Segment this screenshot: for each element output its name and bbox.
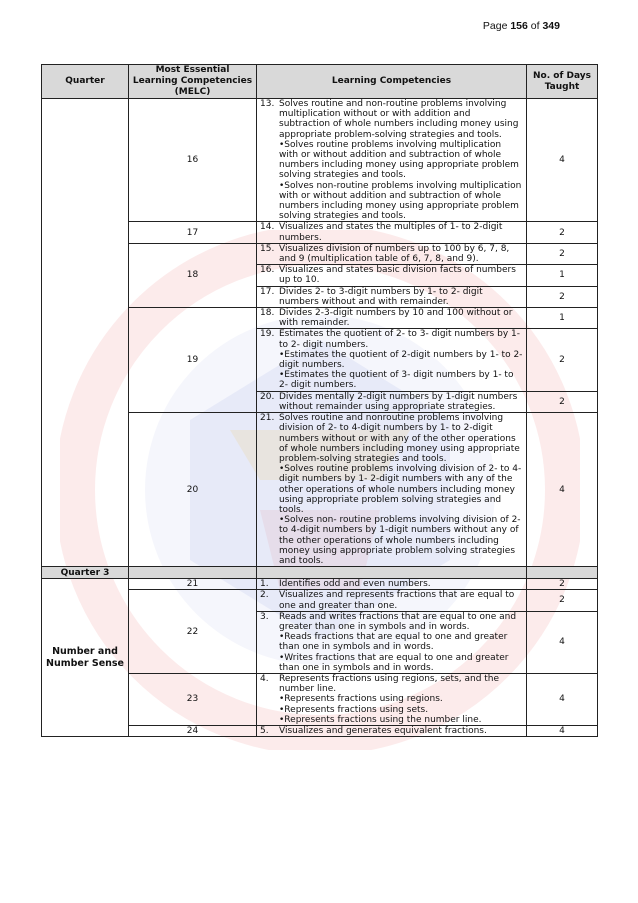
table-row (42, 99, 598, 222)
competency-bullet: •Reads fractions that are equal to one and greater than one in symbols and in words. (279, 632, 508, 653)
competency-cell (257, 590, 527, 611)
competency-cell (257, 579, 527, 590)
days-count: 2 (527, 243, 598, 264)
competency-cell (257, 222, 527, 243)
competency-text: Solves routine and non-routine problems involving multiplication without or with addition and subtraction of whole numbers including money using appropriate problem-solving strategies and tools. (279, 99, 519, 140)
melc-number: 19 (129, 308, 257, 413)
competency-text: Reads and writes fractions that are equal to one and greater than one in symbols and in words. (279, 611, 517, 632)
header-learning-competencies: Learning Competencies (257, 65, 527, 99)
header-melc: Most Essential Learning Competencies (MELC) (129, 65, 257, 99)
quarter-label: Quarter 3 (42, 567, 129, 579)
competency-text: Identifies odd and even numbers. (279, 579, 431, 590)
competency-text: Represents fractions using regions, sets, and the number line. (279, 673, 500, 695)
competency-number: 13. (260, 99, 275, 109)
competency-bullet: •Solves routine problems involving division of 2- to 4-digit numbers by 1- 2-digit numbers with any of the other operations of whole numbers including money using appropriate problem solving strategies and tools. (279, 464, 522, 515)
quarter-cell-blank (42, 99, 129, 567)
competency-cell (257, 725, 527, 736)
competency-cell (257, 611, 527, 673)
competency-text: Solves routine and nonroutine problems involving division of 2- to 4-digit numbers by 1- to 2-digit numbers without or with any of the other operations of whole numbers including money using appropriate problem-solving strategies and tools. (279, 413, 520, 464)
competency-number: 21. (260, 413, 275, 424)
competency-number: 17. (260, 286, 275, 297)
competency-cell (257, 265, 527, 286)
competency-cell (257, 286, 527, 307)
competency-bullet: •Estimates the quotient of 3- digit numbers by 1- to 2- digit numbers. (279, 370, 514, 391)
days-count: 2 (527, 286, 598, 307)
page-number: Page 156 of 349 (482, 20, 560, 32)
melc-number: 20 (129, 413, 257, 567)
melc-number: 18 (129, 243, 257, 307)
days-count: 4 (527, 99, 598, 222)
competency-bullet: •Solves non- routine problems involving division of 2- to 4-digit numbers by 1-digit numbers without any of the other operations of whole numbers including money using appropriate problem solving strategies and tools. (279, 515, 521, 566)
competency-number: 15. (260, 243, 275, 254)
competency-number: 1. (260, 579, 269, 590)
days-count: 1 (527, 265, 598, 286)
melc-number: 16 (129, 99, 257, 222)
competency-number: 2. (260, 590, 269, 601)
days-count: 2 (527, 590, 598, 611)
competency-cell (257, 391, 527, 412)
days-count: 4 (527, 673, 598, 725)
competency-text: Divides 2- to 3-digit numbers by 1- to 2- digit numbers without and with remainder. (279, 286, 483, 307)
competency-text: Divides 2-3-digit numbers by 10 and 100 without or with remainder. (279, 308, 513, 329)
curriculum-table (41, 64, 598, 737)
competency-bullet: •Solves non-routine problems involving multiplication with or without addition and subtraction of whole numbers including money using appropriate problem solving strategies and tools. (279, 180, 522, 222)
competency-bullet: •Represents fractions using sets. (279, 704, 429, 715)
days-count: 2 (527, 579, 598, 590)
melc-number: 17 (129, 222, 257, 243)
competency-number: 16. (260, 265, 275, 276)
table-header-row (42, 65, 598, 99)
competency-number: 20. (260, 391, 275, 402)
competency-number: 19. (260, 329, 275, 340)
days-count: 2 (527, 222, 598, 243)
melc-number: 24 (129, 725, 257, 736)
competency-cell (257, 673, 527, 725)
competency-cell (257, 243, 527, 264)
competency-bullet: •Solves routine problems involving multiplication with or without addition and subtraction of whole numbers including money using appropriate problem solving strategies and tools. (279, 139, 519, 181)
competency-cell (257, 413, 527, 567)
melc-number: 23 (129, 673, 257, 725)
competency-bullet: •Represents fractions using regions. (279, 694, 443, 705)
competency-bullet: •Represents fractions using the number line. (279, 714, 482, 725)
competency-text: Divides mentally 2-digit numbers by 1-digit numbers without remainder using appropriate strategies. (279, 391, 518, 412)
melc-number: 21 (129, 579, 257, 590)
competency-cell (257, 308, 527, 329)
competency-text: Visualizes and generates equivalent fractions. (279, 725, 487, 736)
competency-cell (257, 329, 527, 391)
quarter-row (42, 567, 598, 579)
days-count: 4 (527, 725, 598, 736)
competency-text: Visualizes and states basic division facts of numbers up to 10. (279, 265, 516, 286)
days-count: 4 (527, 611, 598, 673)
days-count: 4 (527, 413, 598, 567)
table-row (42, 579, 598, 590)
domain-label: Number and Number Sense (42, 579, 129, 737)
days-count: 1 (527, 308, 598, 329)
competency-text: Estimates the quotient of 2- to 3- digit numbers by 1- to 2- digit numbers. (279, 329, 520, 350)
days-count: 2 (527, 329, 598, 391)
competency-number: 4. (260, 673, 269, 684)
days-count: 2 (527, 391, 598, 412)
competency-number: 5. (260, 725, 269, 736)
header-quarter: Quarter (42, 65, 129, 99)
competency-number: 18. (260, 308, 275, 319)
competency-text: Visualizes and represents fractions that are equal to one and greater than one. (279, 590, 515, 611)
competency-number: 3. (260, 611, 269, 622)
competency-bullet: •Estimates the quotient of 2-digit numbers by 1- to 2- digit numbers. (279, 349, 523, 371)
competency-bullet: •Writes fractions that are equal to one and greater than one in symbols and in words. (279, 652, 509, 673)
competency-number: 14. (260, 222, 275, 233)
competency-text: Visualizes division of numbers up to 100 by 6, 7, 8, and 9 (multiplication table of 6, 7, 8, and 9). (279, 243, 510, 265)
header-days-taught: No. of Days Taught (527, 65, 598, 99)
competency-text: Visualizes and states the multiples of 1- to 2-digit numbers. (279, 222, 503, 243)
melc-number: 22 (129, 590, 257, 674)
competency-cell (257, 99, 527, 222)
